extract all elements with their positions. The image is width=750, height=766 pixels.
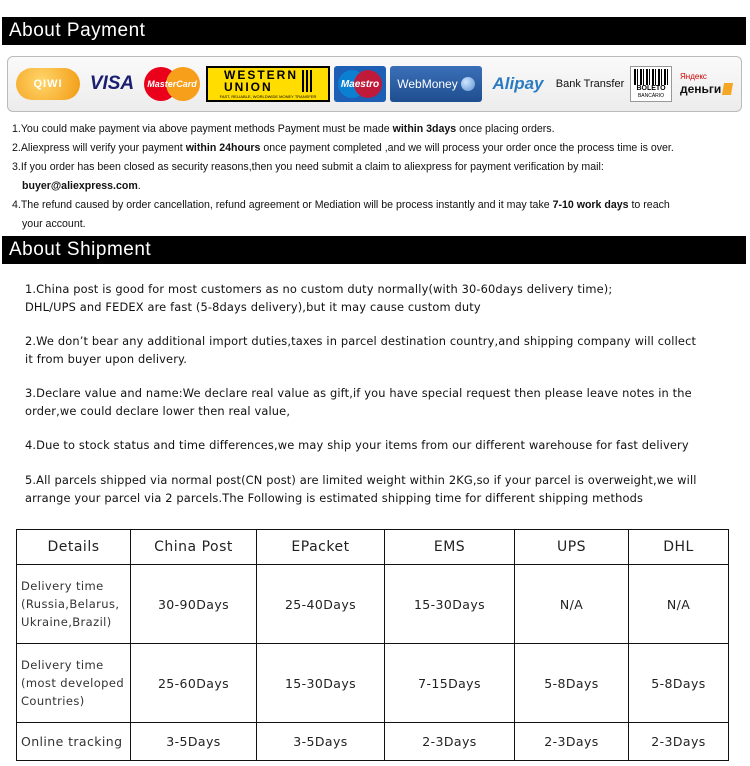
table-row (17, 565, 729, 644)
table-cell: 25-60Days (131, 644, 257, 723)
table-cell: 2-3Days (629, 723, 729, 761)
shipment-note-5-line2: arrange your parcel via 2 parcels.The Following is estimated shipping time for different shipping methods (25, 491, 644, 505)
table-header-row (17, 530, 729, 565)
shipment-note-3-line2: order,we could declare lower then real value, (25, 404, 291, 418)
payment-term-4: 4.The refund caused by order cancellation, refund agreement or Mediation will be process instantly and it may take 7-10 work days to reach (12, 199, 670, 211)
table-cell: 3-5Days (257, 723, 385, 761)
shipment-note-1-line2: DHL/UPS and FEDEX are fast (5-8days delivery),but it may cause custom duty (25, 300, 481, 314)
table-header-cell: DHL (629, 530, 729, 565)
table-header-cell: UPS (515, 530, 629, 565)
table-row (17, 644, 729, 723)
table-header-cell: EMS (385, 530, 515, 565)
western-union-logo: WESTERN UNION FAST, RELIABLE, WORLDWIDE MONEY TRANSFER (206, 66, 330, 102)
payment-email-link[interactable]: buyer@aliexpress.com (22, 180, 138, 192)
visa-logo: VISA (89, 73, 135, 94)
payment-logos-strip (7, 56, 742, 112)
table-cell: 25-40Days (257, 565, 385, 644)
table-cell: 15-30Days (257, 644, 385, 723)
table-cell: N/A (515, 565, 629, 644)
boleto-logo: BOLETO BANCÁRIO (630, 66, 672, 102)
payment-term-1: 1.You could make payment via above payment methods Payment must be made within 3days once placing orders. (12, 123, 555, 135)
table-header-cell: Details (17, 530, 131, 565)
shipment-note-2-line1: 2.We don’t bear any additional import duties,taxes in parcel destination country,and shipping company will collect (25, 334, 697, 348)
shipment-note-2 (25, 332, 730, 368)
shipment-note-3 (25, 384, 730, 420)
row-label: Online tracking (17, 723, 131, 761)
table-row (17, 723, 729, 761)
payment-term-2: 2.Aliexpress will verify your payment within 24hours once payment completed ,and we will process your order once the process time is over. (12, 142, 674, 154)
table-cell: 2-3Days (515, 723, 629, 761)
shipment-note-3-line1: 3.Declare value and name:We declare real value as gift,if you have special request then please leave notes in the (25, 386, 692, 400)
wallet-icon (722, 83, 733, 95)
shipment-note-1 (25, 280, 730, 316)
shipping-time-table (16, 529, 729, 761)
payment-term-3-email: buyer@aliexpress.com. (22, 180, 141, 192)
qiwi-logo: QIWI (14, 66, 82, 102)
payment-term-3: 3.If you order has been closed as security reasons,then you need submit a claim to aliexpress for payment verification by mail: (12, 161, 604, 173)
row-label: Delivery time (Russia,Belarus, Ukraine,Brazil) (17, 565, 131, 644)
alipay-logo: Alipay (492, 74, 544, 93)
payment-section-title: About Payment (2, 17, 746, 45)
table-cell: 5-8Days (515, 644, 629, 723)
table-cell: 7-15Days (385, 644, 515, 723)
globe-icon (461, 77, 475, 91)
shipment-note-1-line1: 1.China post is good for most customers as no custom duty normally(with 30-60days delivery time); (25, 282, 613, 296)
barcode-icon (634, 69, 668, 85)
table-cell: 3-5Days (131, 723, 257, 761)
webmoney-logo: WebMoney (390, 66, 482, 102)
shipment-note-4 (25, 436, 730, 454)
row-label: Delivery time (most developed Countries) (17, 644, 131, 723)
maestro-logo: Maestro (334, 66, 386, 102)
payment-terms-list (12, 120, 746, 234)
shipment-note-2-line2: it from buyer upon delivery. (25, 352, 188, 366)
table-cell: 30-90Days (131, 565, 257, 644)
table-header-cell: China Post (131, 530, 257, 565)
shipment-note-4-line1: 4.Due to stock status and time differences,we may ship your items from our different warehouse for fast delivery (25, 438, 689, 452)
shipment-section-title: About Shipment (2, 236, 746, 264)
shipment-note-5 (25, 471, 730, 507)
payment-term-4-cont: your account. (22, 218, 86, 230)
shipment-note-5-line1: 5.All parcels shipped via normal post(CN post) are limited weight within 2KG,so if your parcel is overweight,we will (25, 473, 697, 487)
bank-transfer-logo: Bank Transfer (555, 78, 625, 90)
mastercard-logo: MasterCard (142, 66, 202, 102)
table-cell: 5-8Days (629, 644, 729, 723)
yandex-money-logo: Яндекс деньги (676, 66, 734, 102)
table-cell: 2-3Days (385, 723, 515, 761)
table-cell: 15-30Days (385, 565, 515, 644)
table-header-cell: EPacket (257, 530, 385, 565)
table-cell: N/A (629, 565, 729, 644)
